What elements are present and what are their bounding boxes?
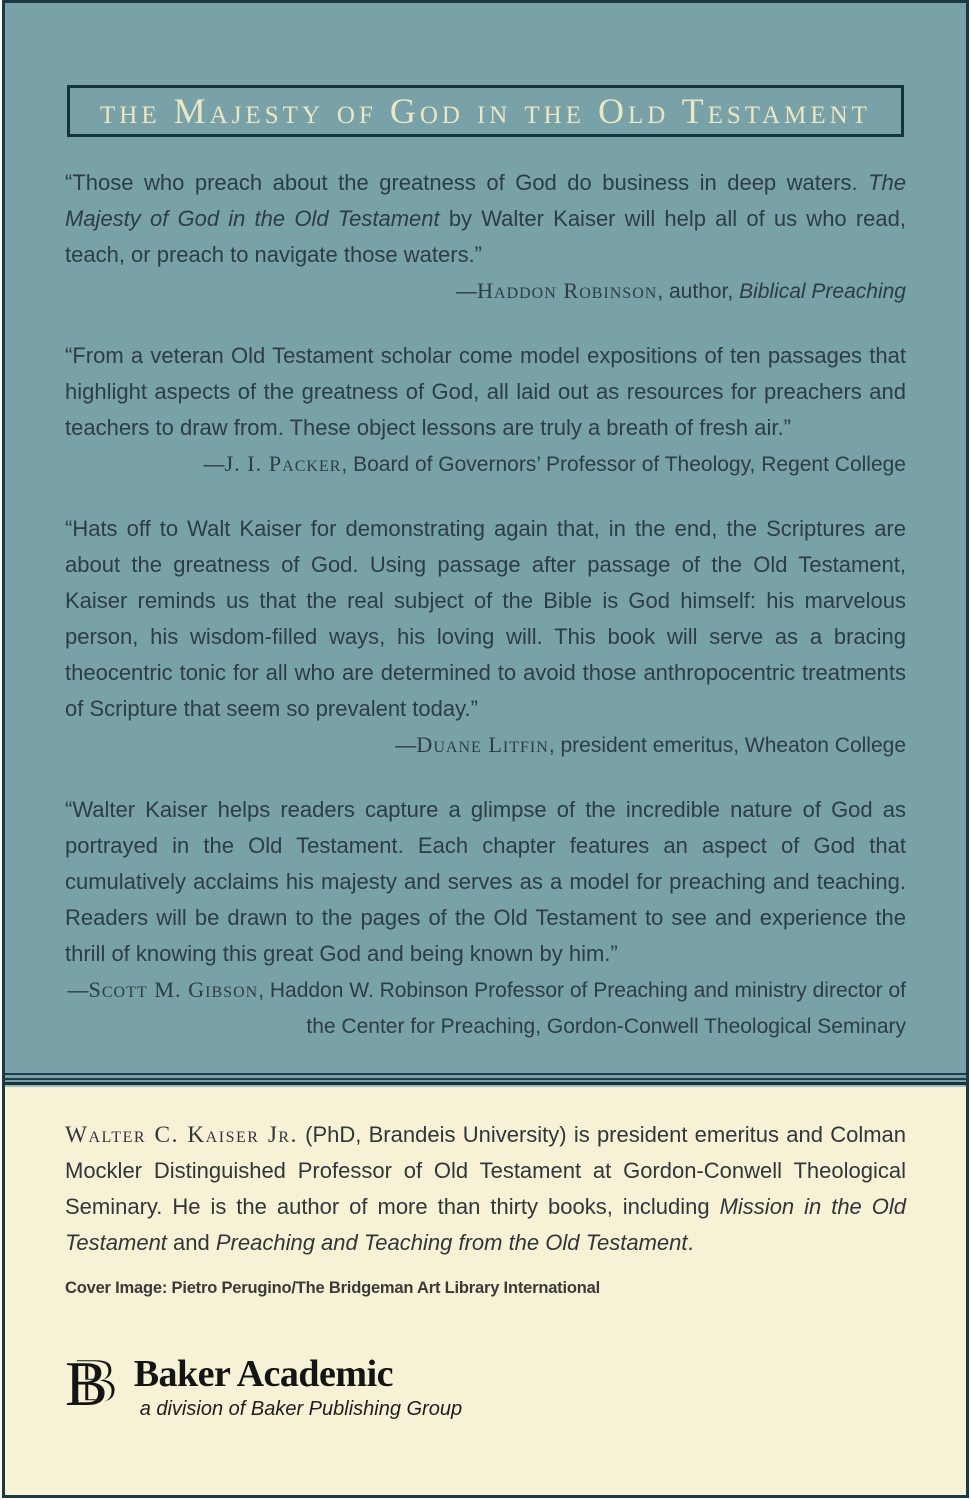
baker-b-logo-icon: B bbox=[65, 1348, 108, 1419]
publisher-logo bbox=[65, 1348, 906, 1421]
endorsement-gibson bbox=[65, 792, 906, 1045]
author-bio: Walter C. Kaiser Jr. (PhD, Brandeis University) is president emeritus and Colman Mockler Distinguished Professor of Old Testament at Gordon-Conwell Theological Seminary. He is the author of more than thirty books, including Mission in the Old Testament and Preaching and Teaching from the Old Testament. bbox=[65, 1122, 907, 1255]
endorsement-attribution: —Duane Litfin, president emeritus, Wheaton College bbox=[395, 732, 906, 757]
endorsement-packer bbox=[65, 338, 906, 483]
book-title: the Majesty of God in the Old Testament bbox=[100, 91, 871, 131]
cover-image-credit: Cover Image: Pietro Perugino/The Bridgeman Art Library International bbox=[65, 1279, 600, 1297]
endorsement-attribution: —Haddon Robinson, author, Biblical Preaching bbox=[455, 278, 906, 303]
title-banner bbox=[67, 85, 904, 137]
endorsement-quote: “Walter Kaiser helps readers capture a glimpse of the incredible nature of God as portrayed in the Old Testament. Each chapter features an aspect of God that cumulatively acclaims his majesty and serves as a model for preaching and teaching. Readers will be drawn to the pages of the Old Testament to see and experience the thrill of knowing this great God and being known by him.” bbox=[65, 797, 906, 966]
publisher-text bbox=[134, 1354, 462, 1421]
endorsements-section bbox=[5, 3, 966, 1045]
endorsement-robinson bbox=[65, 165, 906, 310]
endorsement-quote: “From a veteran Old Testament scholar come model expositions of ten passages that highlight aspects of the greatness of God, all laid out as resources for preachers and teachers to draw from. These object lessons are truly a breath of fresh air.” bbox=[65, 343, 906, 440]
divider-stripes bbox=[5, 1071, 966, 1087]
section-divider bbox=[5, 1045, 966, 1087]
endorsement-attribution: —J. I. Packer, Board of Governors’ Professor of Theology, Regent College bbox=[203, 451, 906, 476]
endorsement-quote: “Those who preach about the greatness of God do business in deep waters. The Majesty of God in the Old Testament by Walter Kaiser will help all of us who read, teach, or preach to navigate those waters.” bbox=[65, 170, 906, 267]
endorsement-litfin bbox=[65, 511, 906, 764]
author-section bbox=[5, 1087, 966, 1495]
endorsement-quote: “Hats off to Walt Kaiser for demonstrating again that, in the end, the Scriptures are about the greatness of God. Using passage after passage of the Old Testament, Kaiser reminds us that the real subject of the Bible is God himself: his marvelous person, his wisdom-filled ways, his loving will. This book will serve as a bracing theocentric tonic for all who are determined to avoid those anthropocentric treatments of Scripture that seem so prevalent today.” bbox=[65, 516, 906, 721]
endorsement-attribution: —Scott M. Gibson, Haddon W. Robinson Professor of Preaching and ministry director of the Center for Preaching, Gordon-Conwell Theological Seminary bbox=[67, 977, 906, 1038]
publisher-tagline: a division of Baker Publishing Group bbox=[139, 1397, 463, 1420]
book-back-cover bbox=[2, 0, 969, 1498]
publisher-name: Baker Academic bbox=[133, 1353, 394, 1395]
